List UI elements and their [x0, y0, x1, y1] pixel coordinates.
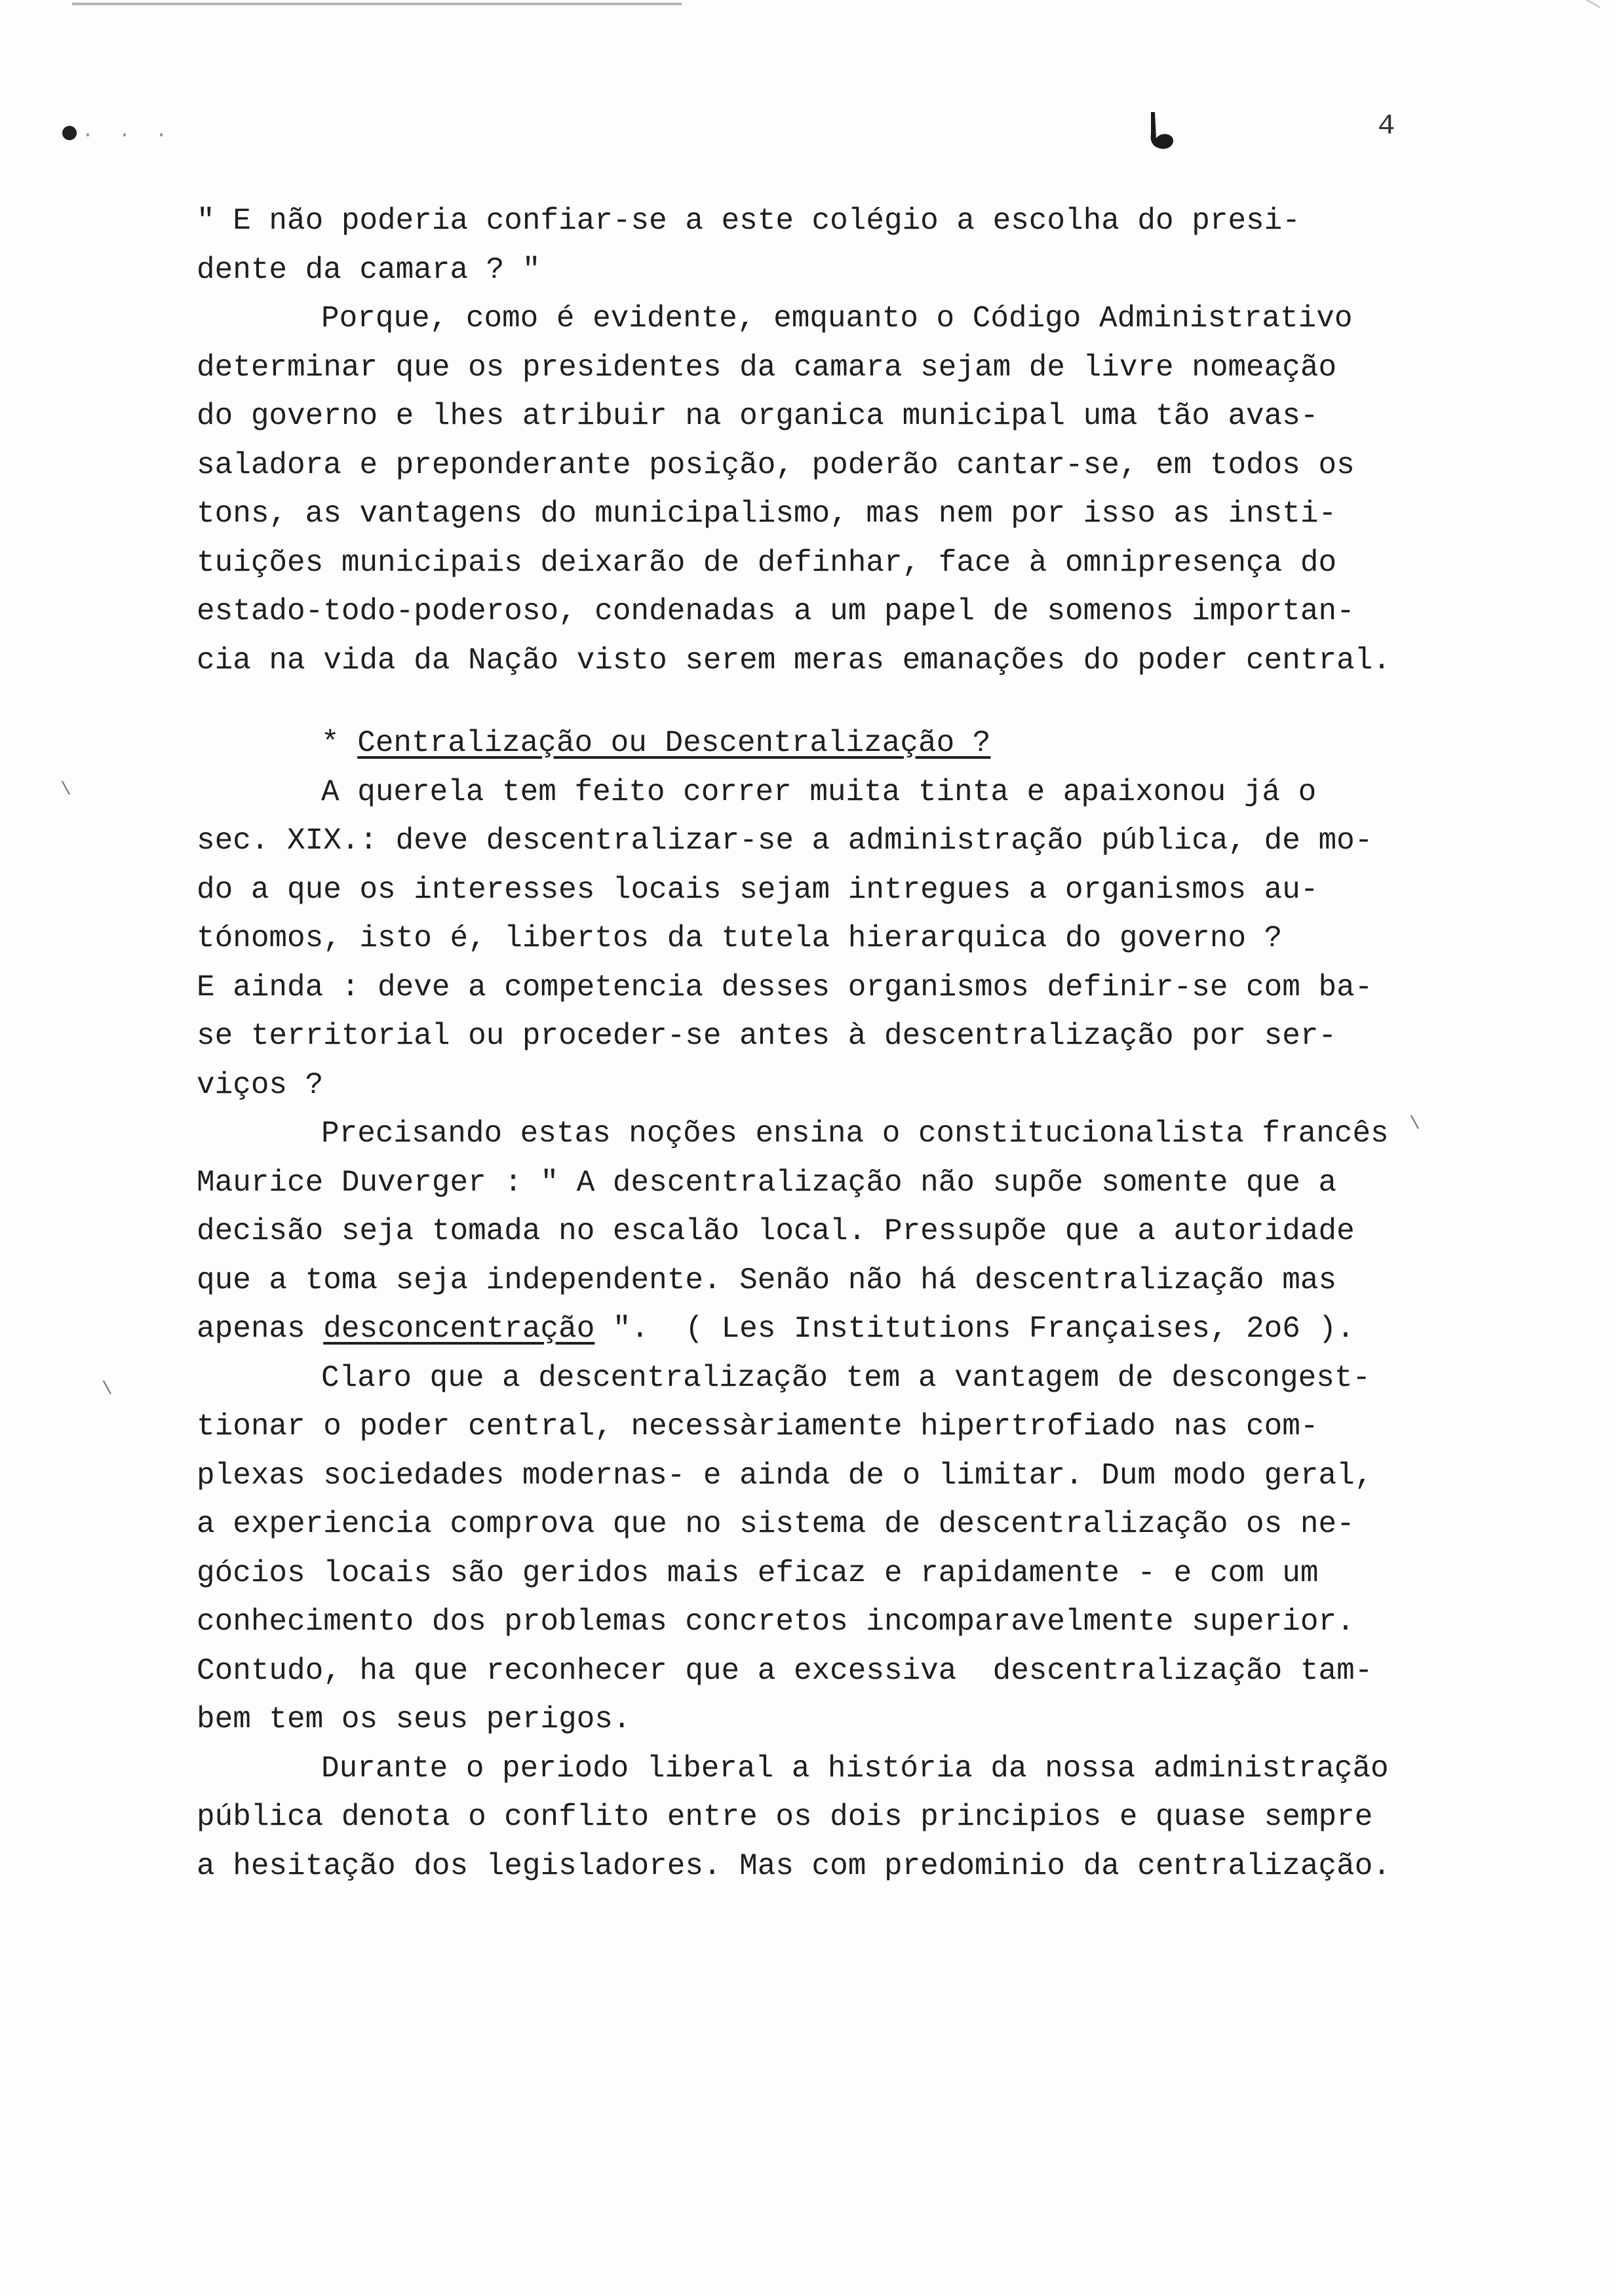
paragraph-line: conhecimento dos problemas concretos incomparavelmente superior. [197, 1605, 1355, 1639]
paragraph-line: tionar o poder central, necessàriamente hipertrofiado nas com- [197, 1409, 1319, 1444]
paragraph-line: que a toma seja independente. Senão não há descentralização mas [197, 1263, 1337, 1297]
heading-text: Centralização ou Descentralização ? [357, 726, 991, 760]
citation-lead: apenas [197, 1312, 324, 1346]
paragraph-line: do a que os interesses locais sejam intregues a organismos au- [197, 872, 1319, 907]
underlined-term: desconcentração [323, 1312, 595, 1346]
scan-speck: \ [1409, 1114, 1420, 1134]
paragraph-line: Precisando estas noções ensina o constitucionalista francês [321, 1117, 1389, 1151]
citation-text: ". ( Les Institutions Françaises, 2o6 ). [594, 1312, 1355, 1346]
scan-edge-line [72, 3, 682, 5]
paragraph-line: plexas sociedades modernas- e ainda de o limitar. Dum modo geral, [197, 1458, 1373, 1493]
paragraph-line: pública denota o conflito entre os dois principios e quase sempre [197, 1800, 1373, 1834]
quote-line: dente da camara ? " [197, 252, 541, 287]
body-text [197, 197, 1547, 1890]
paragraph-line-citation [197, 1305, 1547, 1354]
punch-hole-mark [62, 126, 77, 140]
paragraph-line: gócios locais são geridos mais eficaz e rapidamente - e com um [197, 1556, 1319, 1590]
paragraph-line: do governo e lhes atribuir na organica municipal uma tão avas- [197, 399, 1319, 433]
paragraph-line: saladora e preponderante posição, poderão cantar-se, em todos os [197, 448, 1355, 482]
paragraph-line: viços ? [197, 1067, 324, 1102]
paragraph-line: Durante o periodo liberal a história da nossa administração [321, 1751, 1389, 1786]
heading-bullet: * [321, 726, 340, 760]
paragraph-line: sec. XIX.: deve descentralizar-se a administração pública, de mo- [197, 824, 1373, 858]
paragraph-line: estado-todo-poderoso, condenadas a um papel de somenos importan- [197, 594, 1355, 628]
ink-mark-icon [1139, 108, 1185, 154]
paragraph-line: determinar que os presidentes da camara sejam de livre nomeação [197, 350, 1337, 385]
paragraph-line: cia na vida da Nação visto serem meras emanações do poder central. [197, 643, 1391, 678]
paragraph-line: tuições municipais deixarão de definhar, face à omnipresença do [197, 545, 1337, 580]
page-number: 4 [1378, 110, 1395, 143]
scan-speck: \ [102, 1379, 113, 1400]
paragraph-line: A querela tem feito correr muita tinta e apaixonou já o [321, 775, 1317, 809]
paragraph-line: tons, as vantagens do municipalismo, mas nem por isso as insti- [197, 497, 1337, 531]
paragraph-line: bem tem os seus perigos. [197, 1702, 631, 1736]
paragraph-line: a experiencia comprova que no sistema de descentralização os ne- [197, 1507, 1355, 1541]
scan-dots: · · · [82, 124, 174, 147]
quote-line: " E não poderia confiar-se a este colégio a escolha do presi- [197, 204, 1300, 238]
paragraph-line: decisão seja tomada no escalão local. Pressupõe que a autoridade [197, 1214, 1355, 1248]
paragraph-line: se territorial ou proceder-se antes à descentralização por ser- [197, 1019, 1337, 1053]
scan-speck: \ [60, 780, 71, 800]
paragraph-line: Contudo, ha que reconhecer que a excessiva descentralização tam- [197, 1653, 1373, 1688]
scan-corner-mark [1577, 0, 1601, 9]
paragraph-line: E ainda : deve a competencia desses organismos definir-se com ba- [197, 970, 1373, 1004]
paragraph-line: tónomos, isto é, libertos da tutela hierarquica do governo ? [197, 921, 1283, 955]
paragraph-line: Maurice Duverger : " A descentralização não supõe somente que a [197, 1165, 1337, 1200]
paragraph-line: Porque, como é evidente, emquanto o Código Administrativo [321, 301, 1353, 335]
paragraph-line: Claro que a descentralização tem a vantagem de descongest- [321, 1360, 1371, 1395]
paragraph-line: a hesitação dos legisladores. Mas com predominio da centralização. [197, 1848, 1391, 1883]
section-spacer [197, 685, 1547, 719]
section-heading [197, 719, 1547, 768]
